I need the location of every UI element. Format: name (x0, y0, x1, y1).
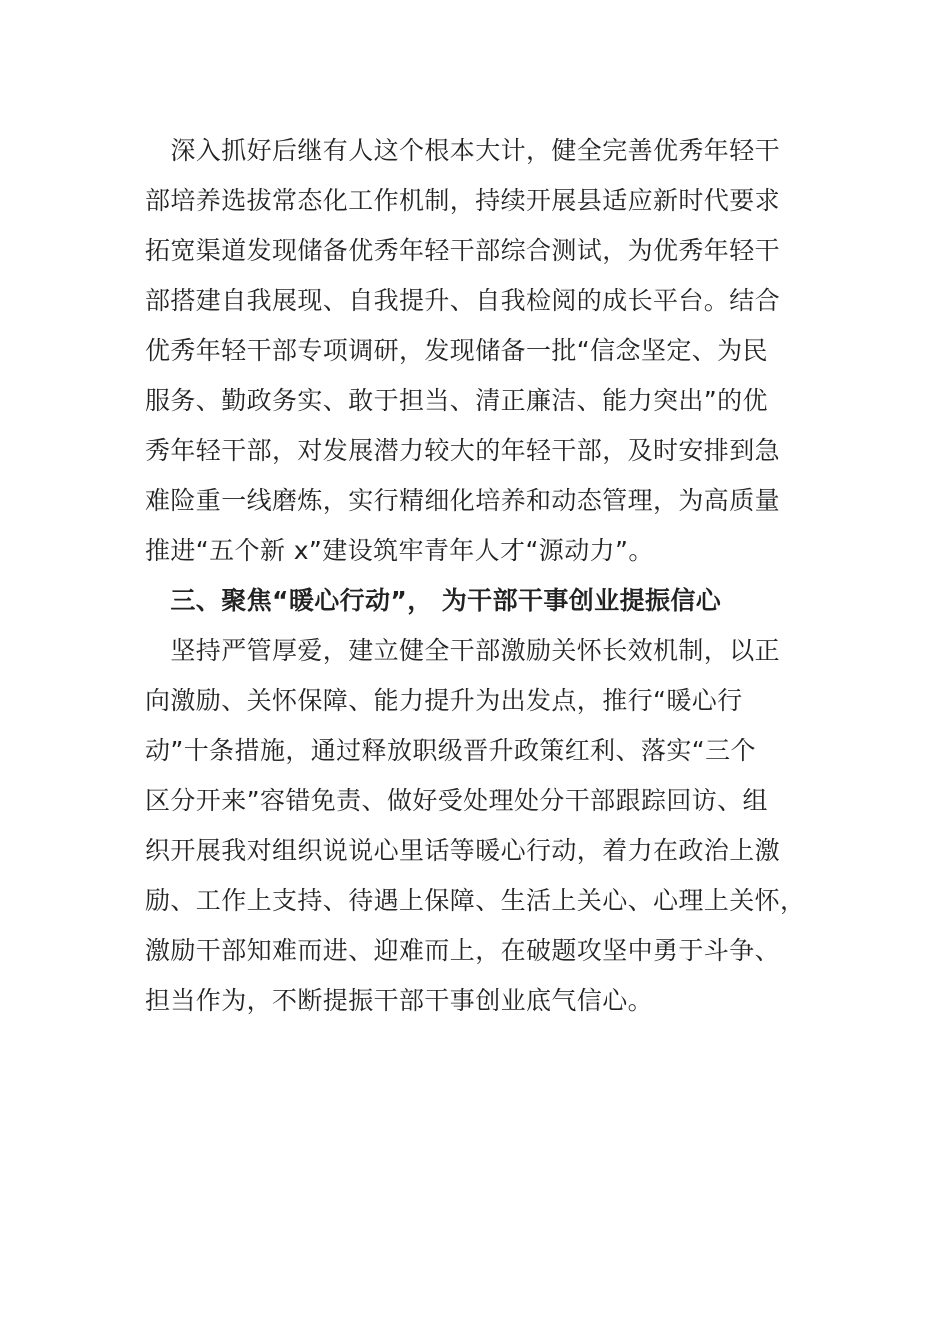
paragraph-line: 动”十条措施，通过释放职级晋升政策红利、落实“三个 (145, 736, 756, 765)
paragraph-line: 部培养选拔常态化工作机制，持续开展县适应新时代要求 (145, 186, 781, 215)
paragraph-warm-action (145, 626, 805, 1026)
paragraph-line: 激励干部知难而进、迎难而上，在破题攻坚中勇于斗争、 (145, 936, 781, 965)
paragraph-youth-cadres (145, 126, 805, 576)
paragraph-line: 拓宽渠道发现储备优秀年轻干部综合测试，为优秀年轻干 (145, 236, 781, 265)
paragraph-line: 坚持严管厚爱，建立健全干部激励关怀长效机制，以正 (145, 636, 781, 665)
paragraph-line: 区分开来”容错免责、做好受处理处分干部跟踪回访、组 (145, 786, 768, 815)
document-body (145, 126, 805, 1026)
paragraph-line: 优秀年轻干部专项调研，发现储备一批“信念坚定、为民 (145, 336, 768, 365)
paragraph-line: 部搭建自我展现、自我提升、自我检阅的成长平台。结合 (145, 286, 781, 315)
paragraph-line: 励、工作上支持、待遇上保障、生活上关心、心理上关怀， (145, 886, 806, 915)
paragraph-line: 推进“五个新 x”建设筑牢青年人才“源动力”。 (145, 536, 654, 565)
section-heading-3 (145, 576, 805, 626)
paragraph-line: 深入抓好后继有人这个根本大计，健全完善优秀年轻干 (145, 136, 781, 165)
paragraph-line: 服务、勤政务实、敢于担当、清正廉洁、能力突出”的优 (145, 386, 768, 415)
paragraph-line: 向激励、关怀保障、能力提升为出发点，推行“暖心行 (145, 686, 743, 715)
paragraph-line: 难险重一线磨炼，实行精细化培养和动态管理，为高质量 (145, 486, 781, 515)
paragraph-line: 秀年轻干部，对发展潜力较大的年轻干部，及时安排到急 (145, 436, 781, 465)
paragraph-line: 织开展我对组织说说心里话等暖心行动，着力在政治上激 (145, 836, 781, 865)
paragraph-line: 担当作为，不断提振干部干事创业底气信心。 (145, 986, 654, 1015)
section-heading-text: 三、聚焦“暖心行动”， 为干部干事创业提振信心 (145, 586, 722, 615)
